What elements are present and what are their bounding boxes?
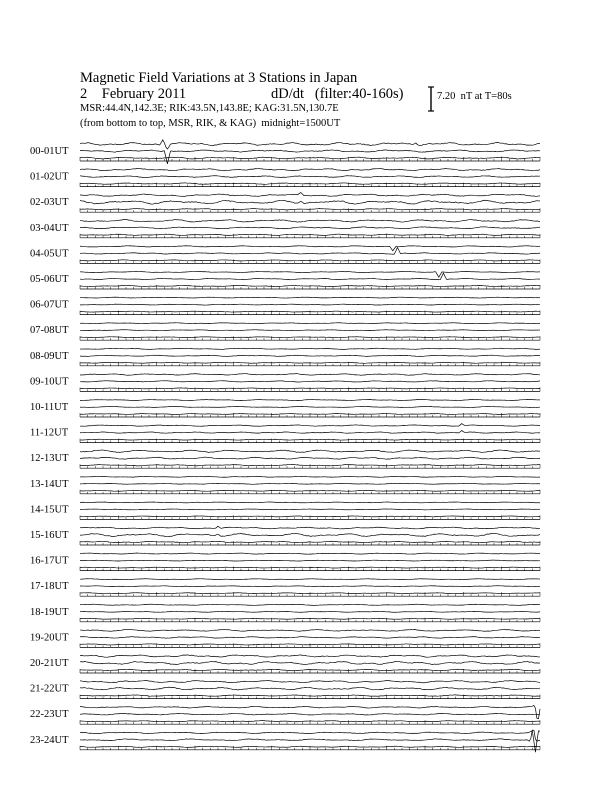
hour-row [30,219,540,237]
trace-line [80,604,540,605]
trace-line [80,586,540,587]
row-label: 05-06UT [30,274,69,285]
hour-row [30,168,540,186]
trace-line [80,502,540,503]
hour-row [30,297,540,314]
minute-ticks [80,490,540,494]
row-label: 23-24UT [30,734,69,746]
trace-line [80,200,540,204]
minute-ticks [80,592,540,596]
trace-line [80,476,540,477]
trace-line [80,355,540,356]
trace-line [80,219,540,222]
trace-line [80,509,540,510]
minute-ticks [80,669,540,673]
trace-line [80,381,540,382]
row-label: 07-08UT [30,325,69,337]
trace-line [80,611,540,612]
trace-line [80,655,540,657]
hour-row [30,730,540,752]
row-label: 01-02UT [30,171,69,183]
row-label: 14-15UT [30,504,69,516]
minute-ticks [80,234,540,238]
trace-line [80,713,540,715]
station-order-note: (from bottom to top, MSR, RIK, & KAG) midnight=1500UT [80,118,341,129]
row-label: 16-17UT [30,555,69,567]
hour-row [30,140,540,164]
trace-line [80,526,540,529]
minute-ticks [80,362,540,366]
hour-row [30,193,540,213]
minute-ticks [80,259,540,263]
trace-line [80,348,540,349]
trace-line [80,330,540,331]
hour-row [30,553,540,571]
row-label: 17-18UT [30,581,69,593]
hour-row [30,526,540,545]
row-label: 00-01UT [30,146,69,157]
trace-line [80,553,540,554]
row-label: 11-12UT [30,427,69,439]
trace-line [80,579,540,580]
trace-line [80,450,540,453]
trace-line [80,140,540,149]
row-label: 15-16UT [30,530,69,541]
trace-line [80,247,540,254]
minute-ticks [80,157,540,161]
trace-line [80,483,540,484]
trace-line [80,457,540,459]
row-label: 08-09UT [30,350,69,362]
hour-row [30,604,540,622]
row-label: 18-19UT [30,606,69,618]
row-label: 20-21UT [30,658,69,669]
minute-ticks [80,208,540,212]
hour-row [30,629,540,647]
hour-row [30,579,540,596]
trace-line [80,406,540,407]
row-label: 09-10UT [30,376,69,388]
trace-line [80,323,540,324]
minute-ticks [80,695,540,699]
trace-line [80,150,540,164]
hour-row [30,424,540,443]
row-label: 06-07UT [30,299,69,311]
trace-line [80,273,540,280]
trace-line [80,271,540,277]
hour-row [30,271,540,289]
trace-line [80,687,540,690]
trace-line [80,730,540,741]
hour-row [30,450,540,468]
row-label: 04-05UT [30,248,69,260]
row-label: 21-22UT [30,683,69,695]
station-coordinates: MSR:44.4N,142.3E; RIK:43.5N,143.8E; KAG:31.5N,130.7E [80,103,339,114]
row-label: 12-13UT [30,453,69,465]
trace-line [80,661,540,664]
trace-line [80,304,540,305]
trace-line [80,424,540,427]
trace-line [80,680,540,682]
chart-title: Magnetic Field Variations at 3 Stations in Japan [80,70,358,86]
trace-line [80,193,540,197]
trace-line [80,374,540,376]
trace-line [80,246,540,251]
hour-row [30,705,540,724]
hour-row [30,348,540,366]
row-label: 02-03UT [30,197,69,209]
row-label: 22-23UT [30,709,69,721]
hour-row [30,374,540,392]
hour-row [30,399,540,417]
trace-line [80,533,540,536]
hour-row [30,680,540,698]
row-label: 10-11UT [30,402,69,413]
trace-line [80,297,540,298]
trace-line [80,176,540,178]
hour-row [30,476,540,493]
chart-quantity: dD/dt (filter:40-160s) [271,86,404,102]
row-label: 13-14UT [30,478,69,490]
trace-line [80,399,540,400]
trace-line [80,637,540,639]
hour-row [30,502,540,519]
scale-label: 7.20 nT at T=80s [437,91,512,102]
minute-ticks [80,567,540,571]
trace-line [80,629,540,631]
chart-date: 2 February 2011 [80,86,187,102]
minute-ticks [80,387,540,391]
trace-line [80,560,540,561]
trace-line [80,430,540,433]
hour-row [30,655,540,673]
minute-ticks [80,183,540,187]
trace-line [80,168,540,170]
row-label: 03-04UT [30,222,69,234]
hour-row [30,323,540,340]
trace-line [80,705,540,718]
row-label: 19-20UT [30,632,69,644]
trace-line [80,227,540,229]
hour-row [30,246,540,264]
